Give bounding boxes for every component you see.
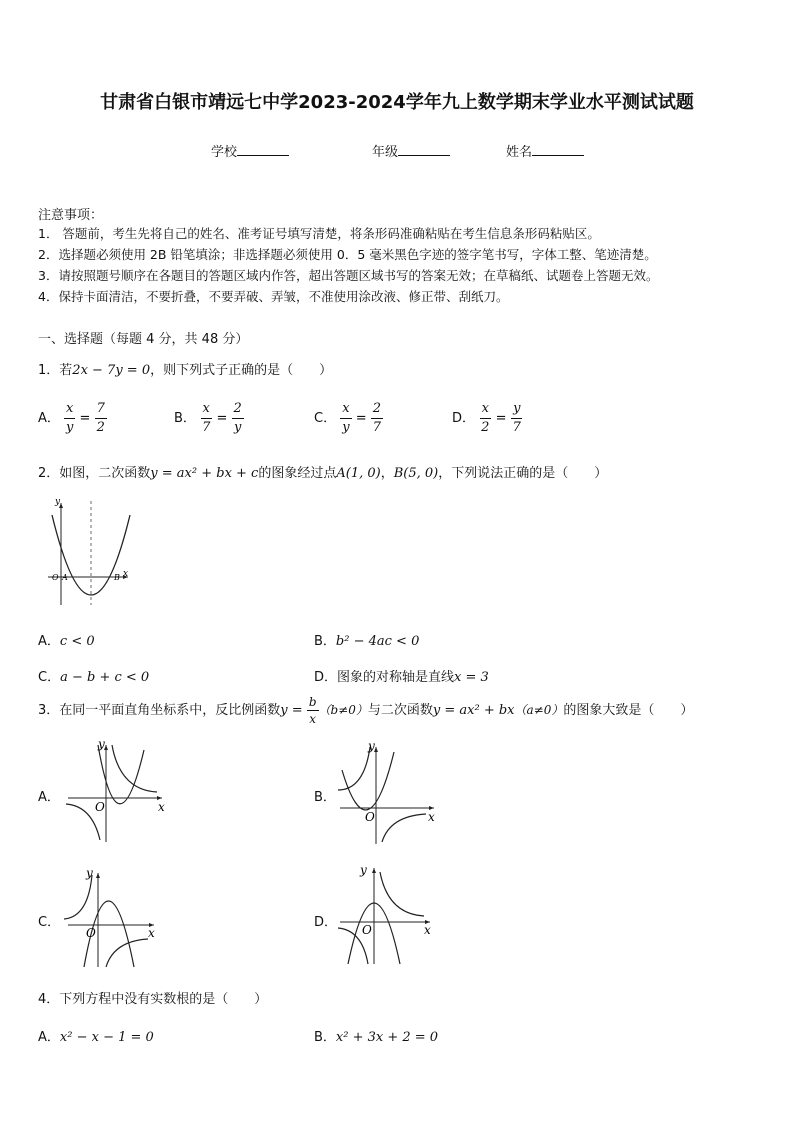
school-blank[interactable] xyxy=(237,143,289,156)
svg-text:O: O xyxy=(362,923,372,937)
q1-option-d[interactable]: D． $\frac{x}{2}$ = $\frac{y}{7}$ xyxy=(452,401,521,435)
notice-item: 3．请按照题号顺序在各题目的答题区域内作答，超出答题区域书写的答案无效；在草稿纸、试题卷上答题无效。 xyxy=(38,268,659,283)
y-label: y xyxy=(55,497,61,507)
name-label: 姓名 xyxy=(506,145,533,160)
q3-graph-b xyxy=(334,739,444,847)
q1-option-c[interactable]: C． $\frac{x}{y}$ = $\frac{2}{7}$ xyxy=(314,401,382,435)
hyperbola-branch-right xyxy=(106,939,148,967)
q4-option-a[interactable]: A．x² − x − 1 = 0 xyxy=(38,1030,154,1045)
name-blank[interactable] xyxy=(532,143,584,156)
hyperbola-branch-left xyxy=(338,747,370,790)
x-label: x xyxy=(123,569,129,579)
q3-option-b[interactable]: B． xyxy=(314,790,336,805)
question-3: 3．在同一平面直角坐标系中，反比例函数y = $\frac{b}{x}$ （b≠0）与二次函数y = ax² + bx（a≠0）的图象大致是（ ） xyxy=(38,695,694,726)
grade-label: 年级 xyxy=(372,145,399,160)
svg-text:O: O xyxy=(365,810,375,824)
q2-option-c[interactable]: C．a − b + c < 0 xyxy=(38,670,150,685)
q2-option-d[interactable]: D．图象的对称轴是直线x = 3 xyxy=(314,670,489,685)
q2-option-b[interactable]: B．b² − 4ac < 0 xyxy=(314,634,420,649)
grade-field xyxy=(372,141,450,160)
svg-text:y: y xyxy=(86,866,93,880)
svg-text:O: O xyxy=(95,800,105,814)
grade-blank[interactable] xyxy=(398,143,450,156)
origin-label: O xyxy=(52,573,59,582)
svg-text:x: x xyxy=(424,923,431,937)
hyperbola-branch-left xyxy=(64,875,92,919)
q3-option-a[interactable]: A． xyxy=(38,790,60,805)
svg-text:y: y xyxy=(360,863,367,877)
point-a-label: A xyxy=(62,573,68,582)
notice-item: 1． 答题前，考生先将自己的姓名、准考证号填写清楚，将条形码准确粘贴在考生信息条形码粘贴区。 xyxy=(38,226,600,241)
q2-option-a[interactable]: A．c < 0 xyxy=(38,634,95,649)
parabola-curve xyxy=(342,752,394,810)
school-field xyxy=(211,141,289,160)
page-title: 甘肃省白银市靖远七中学2023-2024学年九上数学期末学业水平测试试题 xyxy=(100,92,694,113)
svg-text:x: x xyxy=(148,926,155,940)
svg-text:y: y xyxy=(98,737,105,751)
svg-text:x: x xyxy=(428,810,435,824)
point-b-label: B xyxy=(114,573,120,582)
question-1: 1．若2x − 7y = 0，则下列式子正确的是（ ） xyxy=(38,363,333,378)
hyperbola-branch-right xyxy=(382,814,426,842)
hyperbola-branch-right xyxy=(380,872,424,916)
school-label: 学校 xyxy=(211,145,238,160)
svg-text:x: x xyxy=(158,800,165,814)
hyperbola-branch-right xyxy=(112,745,157,792)
q3-option-c[interactable]: C． xyxy=(38,915,61,930)
q1-option-b[interactable]: B． $\frac{x}{7}$ = $\frac{2}{y}$ xyxy=(174,401,242,435)
q2-parabola-graph xyxy=(40,495,140,610)
notice-heading: 注意事项： xyxy=(38,208,104,223)
svg-text:y: y xyxy=(368,739,375,753)
question-4: 4．下列方程中没有实数根的是（ ） xyxy=(38,992,268,1007)
question-2: 2．如图，二次函数y = ax² + bx + c的图象经过点A(1, 0)，B(5, 0)，下列说法正确的是（ ） xyxy=(38,466,608,481)
q3-graph-c xyxy=(62,865,172,970)
q3-option-d[interactable]: D． xyxy=(314,915,338,930)
notice-item: 2．选择题必须使用 2B 铅笔填涂；非选择题必须使用 0．5 毫米黑色字迹的签字笔书写，字体工整、笔迹清楚。 xyxy=(38,247,657,262)
notice-item: 4．保持卡面清洁，不要折叠，不要弄破、弄皱，不准使用涂改液、修正带、刮纸刀。 xyxy=(38,289,509,304)
q1-option-a[interactable]: A． $\frac{x}{y}$ = $\frac{7}{2}$ xyxy=(38,401,105,435)
q4-option-b[interactable]: B．x² + 3x + 2 = 0 xyxy=(314,1030,439,1045)
section-heading: 一、选择题（每题 4 分，共 48 分） xyxy=(38,332,249,347)
parabola-curve xyxy=(98,745,144,804)
svg-text:O: O xyxy=(86,926,96,940)
q3-graph-d xyxy=(334,862,444,967)
q3-graph-a xyxy=(62,737,172,845)
name-field xyxy=(506,141,584,160)
